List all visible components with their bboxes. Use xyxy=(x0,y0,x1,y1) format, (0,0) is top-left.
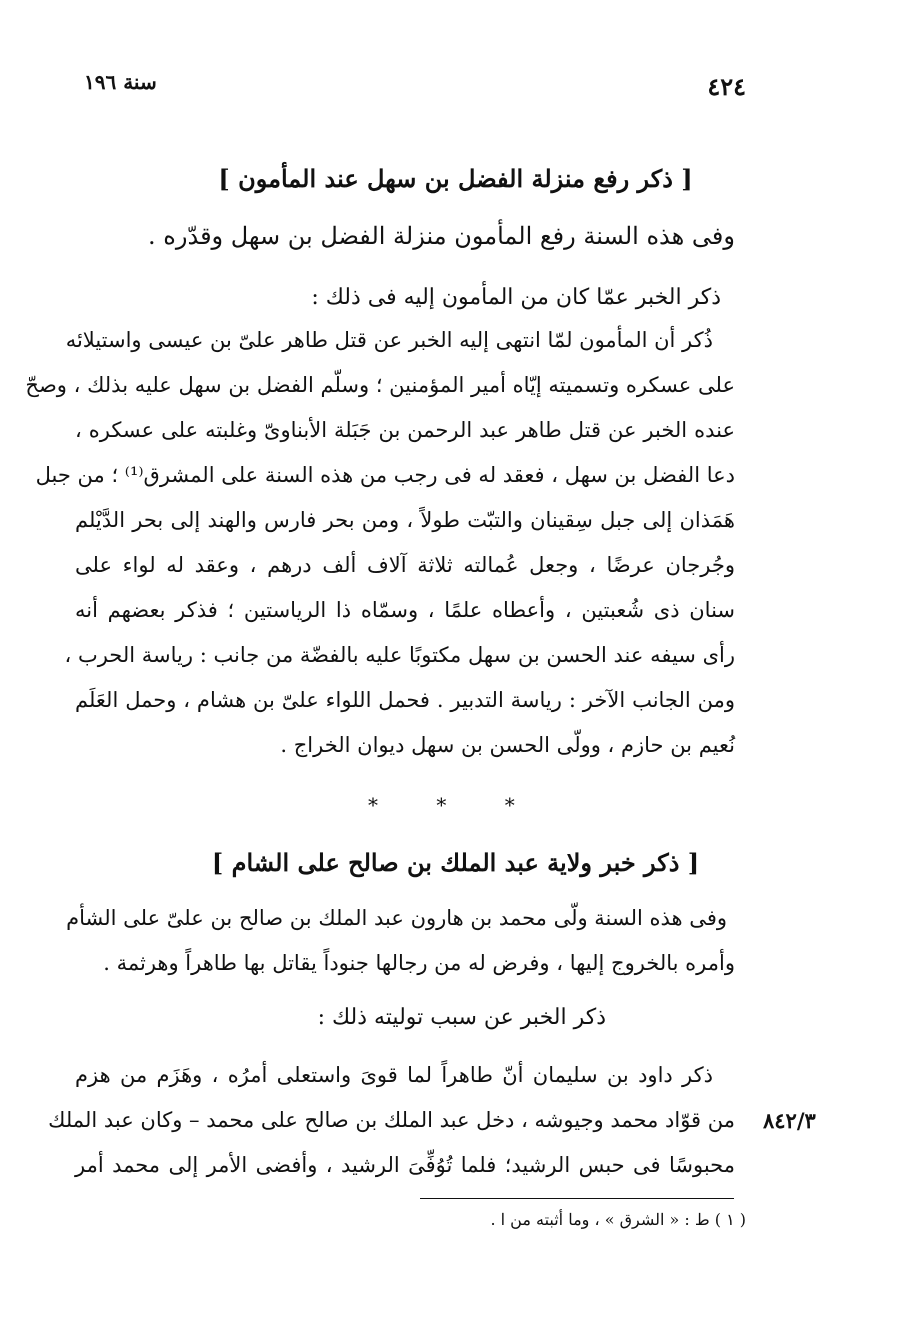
text-line: وفى هذه السنة ولّى محمد بن هارون عبد الملك بن صالح بن علىّ على الشأم xyxy=(66,906,727,930)
text-line: من قوّاد محمد وجيوشه ، دخل عبد الملك بن صالح على محمد – وكان عبد الملك xyxy=(48,1108,735,1132)
text-line: عنده الخبر عن قتل طاهر عبد الرحمن بن جَبَلة الأبناوىّ وغلبته على عسكره ، xyxy=(75,418,735,442)
running-header-year: سنة ١٩٦ xyxy=(84,70,157,94)
section-1-paragraph xyxy=(25,318,735,768)
text-line: نُعيم بن حازم ، وولّى الحسن بن سهل ديوان الخراج . xyxy=(280,733,735,757)
section-separator: * * * xyxy=(368,793,541,817)
text-line: دعا الفضل بن سهل ، فعقد له فى رجب من هذه السنة على المشرق⁽¹⁾ ؛ من جبل xyxy=(35,463,735,487)
text-line: وجُرجان عرضًا ، وجعل عُمالته ثلاثة آلاف ألف درهم ، وعقد له لواء على xyxy=(75,553,735,577)
section-heading-2: [ ذكر خبر ولاية عبد الملك بن صالح على الشام ] xyxy=(211,848,700,877)
section-2-subheading: ذكر الخبر عن سبب توليته ذلك : xyxy=(317,1005,606,1030)
page-number: ٤٢٤ xyxy=(707,72,746,101)
section-2-lead xyxy=(66,896,735,986)
text-line: هَمَذان إلى جبل سِقينان والتبّت طولاً ، ومن بحر فارس والهند إلى بحر الدَّيْلم xyxy=(75,508,735,532)
text-line: ذُكر أن المأمون لمّا انتهى إليه الخبر عن قتل طاهر علىّ بن عيسى واستيلائه xyxy=(65,328,713,352)
section-heading-1: [ ذكر رفع منزلة الفضل بن سهل عند المأمون ] xyxy=(218,164,693,193)
section-1-subheading: ذكر الخبر عمّا كان من المأمون إليه فى ذلك : xyxy=(311,285,721,310)
section-1-lead: وفى هذه السنة رفع المأمون منزلة الفضل بن سهل وقدّره . xyxy=(148,222,735,250)
text-line: محبوسًا فى حبس الرشيد؛ فلما تُوُفِّىَ الرشيد ، وأفضى الأمر إلى محمد أمر xyxy=(75,1153,735,1177)
text-line: سنان ذى شُعبتين ، وأعطاه علمًا ، وسمّاه ذا الرياستين ؛ فذكر بعضهم أنه xyxy=(75,598,735,622)
footnote: ( ١ ) ط : « الشرق » ، وما أثبته من ا . xyxy=(490,1210,746,1229)
text-line: ذكر داود بن سليمان أنّ طاهراً لما قوىَ واستعلى أمرُه ، وهَزَم من هزم xyxy=(75,1063,713,1087)
margin-reference: ٨٤٢/٣ xyxy=(763,1108,816,1133)
text-line: رأى سيفه عند الحسن بن سهل مكتوبًا عليه بالفضّة من جانب : رياسة الحرب ، xyxy=(64,643,735,667)
section-2-paragraph xyxy=(48,1053,735,1188)
text-line: على عسكره وتسميته إيّاه أمير المؤمنين ؛ وسلّم الفضل بن سهل عليه بذلك ، وصحّ xyxy=(25,373,735,397)
text-line: ومن الجانب الآخر : رياسة التدبير . فحمل اللواء علىّ بن هشام ، وحمل العَلَم xyxy=(75,688,735,712)
footnote-rule xyxy=(420,1198,734,1199)
text-line: وأمره بالخروج إليها ، وفرض له من رجالها جنوداً يقاتل بها طاهراً وهرثمة . xyxy=(103,951,735,975)
